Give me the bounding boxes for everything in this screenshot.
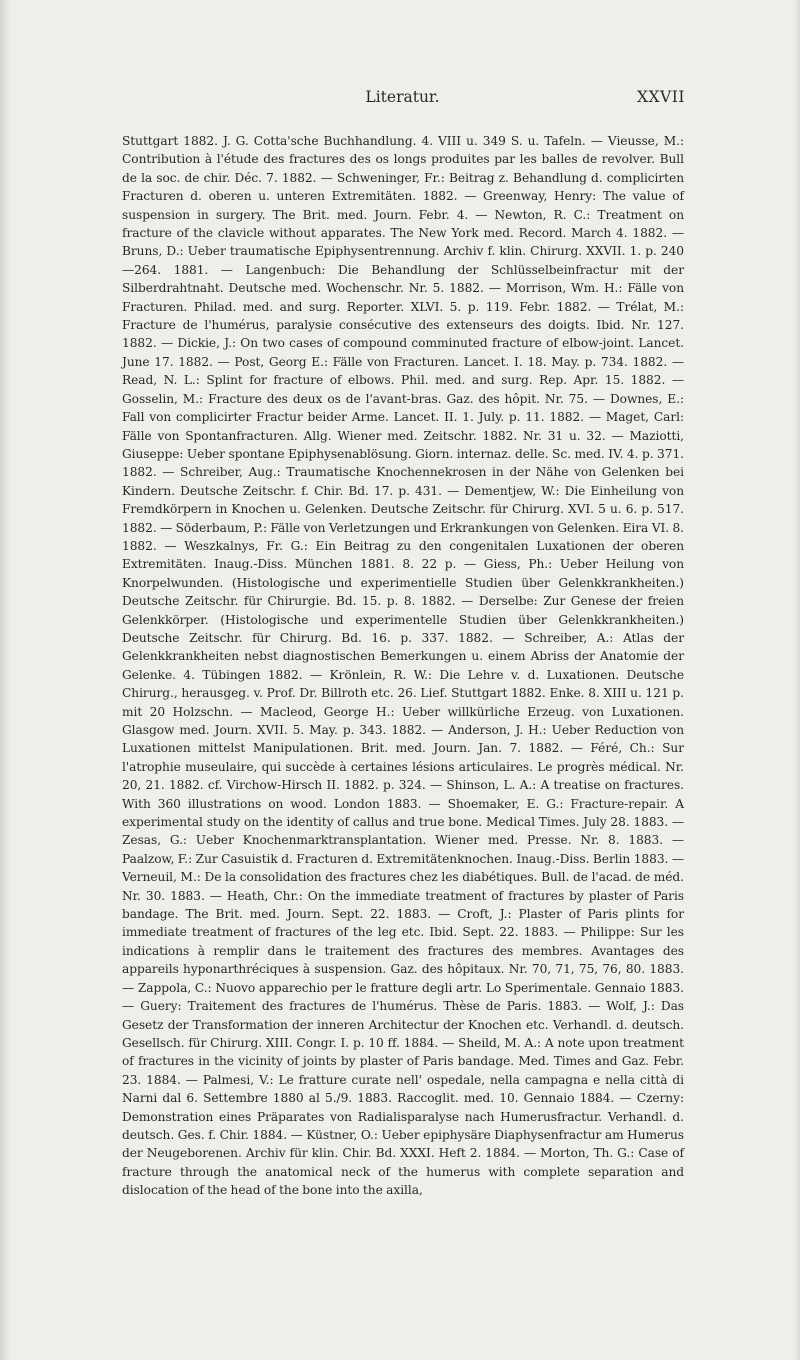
page-edge-shadow [794,0,800,1360]
page-number: XXVII [636,88,685,106]
running-header [120,88,685,110]
page-binding-shadow [0,0,10,1360]
header-title: Literatur. [365,88,440,106]
bibliography-text: Stuttgart 1882. J. G. Cotta'sche Buchhandlung. 4. VIII u. 349 S. u. Tafeln. — Vieusse, M.: Contribution à l'étude des fractures des os longs produites par les balles de revolver. Bull de la soc. de chir. Déc. 7. 1882. — Schweninger, Fr.: Beitrag z. Behandlung d. complicirten Fracturen d. oberen u. unteren Extremitäten. 1882. — Greenway, Henry: The value of suspension in surgery. The Brit. med. Journ. Febr. 4. — Newton, R. C.: Treatment on fracture of the clavicle without apparates. The New York med. Record. March 4. 1882. — Bruns, D.: Ueber traumatische Epiphysentrennung. Archiv f. klin. Chirurg. XXVII. 1. p. 240—264. 1881. — Langenbuch: Die Behandlung der Schlüsselbeinfractur mit der Silberdrahtnaht. Deutsche med. Wochenschr. Nr. 5. 1882. — Morrison, Wm. H.: Fälle von Fracturen. Philad. med. and surg. Reporter. XLVI. 5. p. 119. Febr. 1882. — Trélat, M.: Fracture de l'humérus, paralysie consécutive des extenseurs des doigts. Ibid. Nr. 127. 1882. — Dickie, J.: On two cases of compound comminuted fracture of elbow-joint. Lancet. June 17. 1882. — Post, Georg E.: Fälle von Fracturen. Lancet. I. 18. May. p. 734. 1882. — Read, N. L.: Splint for fracture of elbows. Phil. med. and surg. Rep. Apr. 15. 1882. — Gosselin, M.: Fracture des deux os de l'avant-bras. Gaz. des hôpit. Nr. 75. — Downes, E.: Fall von complicirter Fractur beider Arme. Lancet. II. 1. July. p. 11. 1882. — Maget, Carl: Fälle von Spontanfracturen. Allg. Wiener med. Zeitschr. 1882. Nr. 31 u. 32. — Maziotti, Giuseppe: Ueber spontane Epiphysenablösung. Giorn. internaz. delle. Sc. med. IV. 4. p. 371. 1882. — Schreiber, Aug.: Traumatische Knochennekrosen in der Nähe von Gelenken bei Kindern. Deutsche Zeitschr. f. Chir. Bd. 17. p. 431. — Dementjew, W.: Die Einheilung von Fremdkörpern in Knochen u. Gelenken. Deutsche Zeitschr. für Chirurg. XVI. 5 u. 6. p. 517. 1882. — Söderbaum, P.: Fälle von Verletzungen und Erkrankungen von Gelenken. Eira VI. 8. 1882. — Weszkalnys, Fr. G.: Ein Beitrag zu den congenitalen Luxationen der oberen Extremitäten. Inaug.-Diss. München 1881. 8. 22 p. — Giess, Ph.: Ueber Heilung von Knorpelwunden. (Histologische und experimentielle Studien über Gelenkkrankheiten.) Deutsche Zeitschr. für Chirurgie. Bd. 15. p. 8. 1882. — Derselbe: Zur Genese der freien Gelenkkörper. (Histologische und experimentelle Studien über Gelenkkrankheiten.) Deutsche Zeitschr. für Chirurg. Bd. 16. p. 337. 1882. — Schreiber, A.: Atlas der Gelenkkrankheiten nebst diagnostischen Bemerkungen u. einem Abriss der Anatomie der Gelenke. 4. Tübingen 1882. — Krönlein, R. W.: Die Lehre v. d. Luxationen. Deutsche Chirurg., herausgeg. v. Prof. Dr. Billroth etc. 26. Lief. Stuttgart 1882. Enke. 8. XIII u. 121 p. mit 20 Holzschn. — Macleod, George H.: Ueber willkürliche Erzeug. von Luxationen. Glasgow med. Journ. XVII. 5. May. p. 343. 1882. — Anderson, J. H.: Ueber Reduction von Luxationen mittelst Manipulationen. Brit. med. Journ. Jan. 7. 1882. — Féré, Ch.: Sur l'atrophie museulaire, qui succède à certaines lésions articulaires. Le progrès médical. Nr. 20, 21. 1882. cf. Virchow-Hirsch II. 1882. p. 324. — Shinson, L. A.: A treatise on fractures. With 360 illustrations on wood. London 1883. — Shoemaker, E. G.: Fracture-repair. A experimental study on the identity of callus and true bone. Medical Times. July 28. 1883. — Zesas, G.: Ueber Knochenmarktransplantation. Wiener med. Presse. Nr. 8. 1883. — Paalzow, F.: Zur Casuistik d. Fracturen d. Extremitätenknochen. Inaug.-Diss. Berlin 1883. — Verneuil, M.: De la consolidation des fractures chez les diabétiques. Bull. de l'acad. de méd. Nr. 30. 1883. — Heath, Chr.: On the immediate treatment of fractures by plaster of Paris bandage. The Brit. med. Journ. Sept. 22. 1883. — Croft, J.: Plaster of Paris plints for immediate treatment of fractures of the leg etc. Ibid. Sept. 22. 1883. — Philippe: Sur les indications à remplir dans le traitement des fractures des membres. Avantages des appareils hyponarthréciques à suspension. Gaz. des hôpitaux. Nr. 70, 71, 75, 76, 80. 1883. — Zappola, C.: Nuovo apparechio per le fratture degli artr. Lo Sperimentale. Gennaio 1883. — Guery: Traitement des fractures de l'humérus. Thèse de Paris. 1883. — Wolf, J.: Das Gesetz der Transformation der inneren Architectur der Knochen etc. Verhandl. d. deutsch. Gesellsch. für Chirurg. XIII. Congr. I. p. 10 ff. 1884. — Sheild, M. A.: A note upon treatment of fractures in the vicinity of joints by plaster of Paris bandage. Med. Times and Gaz. Febr. 23. 1884. — Palmesi, V.: Le fratture curate nell' ospedale, nella campagna e nella città di Narni dal 6. Settembre 1880 al 5./9. 1883. Raccoglit. med. 10. Gennaio 1884. — Czerny: Demonstration eines Präparates von Radialisparalyse nach Humerusfractur. Verhandl. d. deutsch. Ges. f. Chir. 1884. — Küstner, O.: Ueber epiphysäre Diaphysenfractur am Humerus der Neugeborenen. Archiv für klin. Chir. Bd. XXXI. Heft 2. 1884. — Morton, Th. G.: Case of fracture through the anatomical neck of the humerus with complete separation and dislocation of the head of the bone into the axilla, [122,134,684,1198]
